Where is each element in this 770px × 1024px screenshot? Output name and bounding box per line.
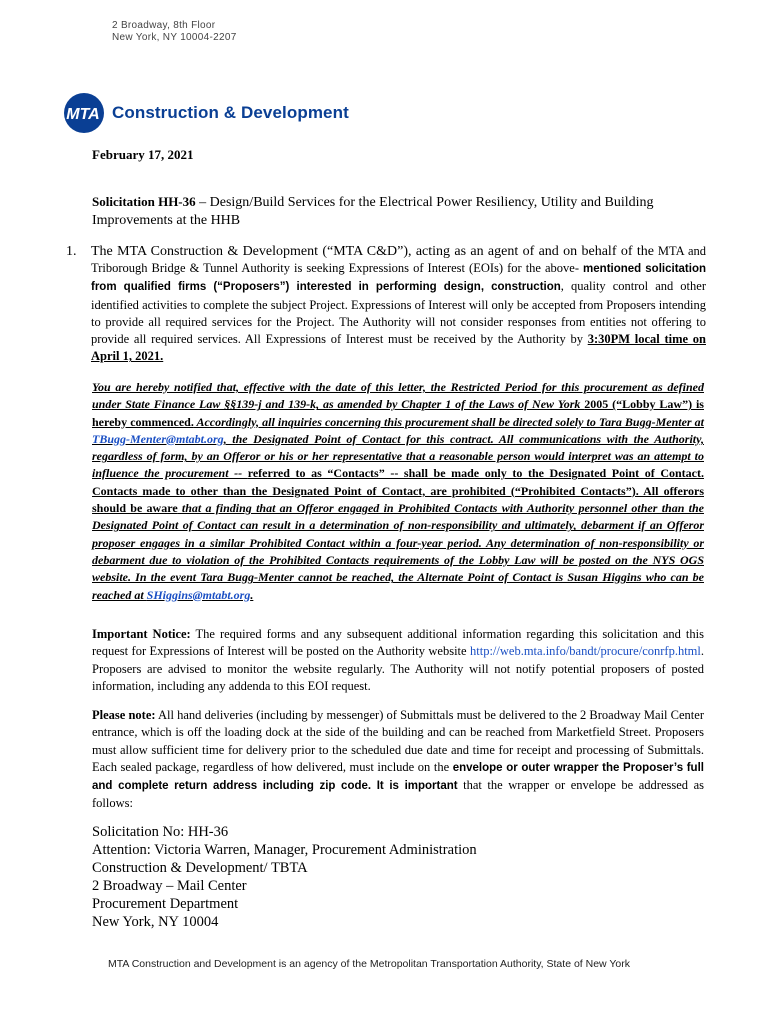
please-label: Please note: <box>92 708 156 722</box>
lobby-text-g: . <box>250 587 254 602</box>
item1-part-d: , quality control and other identified activities to complete the subject Project. Expressions of Interest will only be accepted from Proposers intending to provide all required services for the Project. The Authority will not consider responses from entities not offering to provide all required services. All Expressions of Interest must be received by the Authority by <box>91 279 706 347</box>
lobby-text-a: You are hereby notified that, effective with the date of this letter, the Restricted Period for this procurement as defined under State Finance Law §§139-j and 139-k, as amended by Chapter 1 of the Laws of New York <box>92 380 704 412</box>
important-notice <box>92 626 704 695</box>
item1-part-b: MTA and Triborough Bridge & Tunnel Authority is seeking Expressions of Interest (EOIs) for the above- <box>91 244 707 276</box>
please-note <box>92 707 704 813</box>
lobby-text-b: 2005 (“Lobby Law”) is hereby commenced. <box>92 397 704 429</box>
address-line: Procurement Department <box>92 896 239 912</box>
item1-part-a: The MTA Construction & Development (“MTA C&D”), acting as an agent of and on behalf of the <box>91 244 654 259</box>
procurement-website-link[interactable]: http://web.mta.info/bandt/procure/conrfp.html <box>470 644 701 659</box>
alternate-email-link[interactable]: SHiggins@mtabt.org <box>146 587 251 602</box>
address-line-1: 2 Broadway, 8th Floor <box>112 20 216 31</box>
letterhead-logo <box>64 93 349 133</box>
notice-text-a: The required forms and any subsequent additional information regarding this solicitation and this request for Expressions of Interest will be posted on the Authority website <box>92 627 704 659</box>
please-text-c: that the wrapper or envelope be addressed as follows: <box>92 778 704 811</box>
lobby-text-f: that a finding that an Offeror engaged in Prohibited Contacts with Authority personnel other than the Designated Point of Contact can result in a determination of non-responsibility and ultimately, debarment if an Offeror proposer engages in a similar Prohibited Contact within a four-year period. Any determination of non-responsibility or debarment due to violation of the Prohibited Contacts requirements of the Lobby Law will be posted on the NYS OGS website. In the event Tara Bugg-Menter cannot be reached, the Alternate Point of Contact is Susan Higgins who can be reached at <box>92 501 704 602</box>
org-name: Construction & Development <box>112 103 349 122</box>
notice-text-b: . Proposers are advised to monitor the website regularly. The Authority will not notify potential proposers of posted information, including any addenda to this EOI request. <box>92 644 704 693</box>
paragraph-1 <box>66 243 706 365</box>
item-number: 1. <box>66 244 77 259</box>
lobby-text-c: Accordingly, all inquiries concerning this procurement shall be directed solely to Tara Bugg-Menter at <box>193 414 704 429</box>
contact-email-link[interactable]: TBugg-Menter@mtabt.org <box>92 431 224 446</box>
address-line: Attention: Victoria Warren, Manager, Procurement Administration <box>92 842 477 858</box>
submission-deadline: 3:30PM local time on April 1, 2021. <box>91 332 706 364</box>
subject-text: – Design/Build Services for the Electrical Power Resiliency, Utility and Building Improvements at the HHB <box>92 195 654 228</box>
lobby-text-d: , the Designated Point of Contact for this contract. All communications with the Authority, regardless of form, by an Offeror or his or her representative that a reasonable person would interpret was an attempt to influence the procurement -- <box>92 431 704 481</box>
please-text-a: All hand deliveries (including by messenger) of Submittals must be delivered to the 2 Broadway Mail Center entrance, which is off the loading dock at the side of the building and can be reached from Marketfield Street. Proposers must allow sufficient time for delivery prior to the scheduled due date and time for receipt and processing of Submittals. Each sealed package, regardless of how delivered, must include on the <box>92 708 704 774</box>
address-line: 2 Broadway – Mail Center <box>92 878 247 894</box>
logo-text: MTA <box>66 106 100 123</box>
footer-text: MTA Construction and Development is an agency of the Metropolitan Transportation Authority, State of New York <box>108 958 630 970</box>
sender-address <box>112 20 237 44</box>
letter-date: February 17, 2021 <box>92 147 194 162</box>
address-line: New York, NY 10004 <box>92 914 219 930</box>
lobby-text-e: referred to as “Contacts” -- shall be made only to the Designated Point of Contact. Contacts made to other than the Designated Point of Contact, are prohibited (“Prohibited Contacts”). All offerors should be aware <box>92 466 704 516</box>
address-line-2: New York, NY 10004-2207 <box>112 32 237 43</box>
item1-part-c: mentioned solicitation from qualified firms (“Proposers”) interested in performing design, construction <box>91 263 706 294</box>
subject-label: Solicitation HH-36 <box>92 194 196 209</box>
notice-label: Important Notice: <box>92 627 191 641</box>
lobby-law-notice <box>92 379 704 604</box>
mta-logo-icon <box>64 93 104 133</box>
address-line: Construction & Development/ TBTA <box>92 860 308 876</box>
please-text-b: envelope or outer wrapper the Proposer’s full and complete return address including zip code. It is important <box>92 761 704 793</box>
subject-line <box>92 193 704 230</box>
delivery-address-block <box>92 823 729 931</box>
address-line: Solicitation No: HH-36 <box>92 824 229 840</box>
